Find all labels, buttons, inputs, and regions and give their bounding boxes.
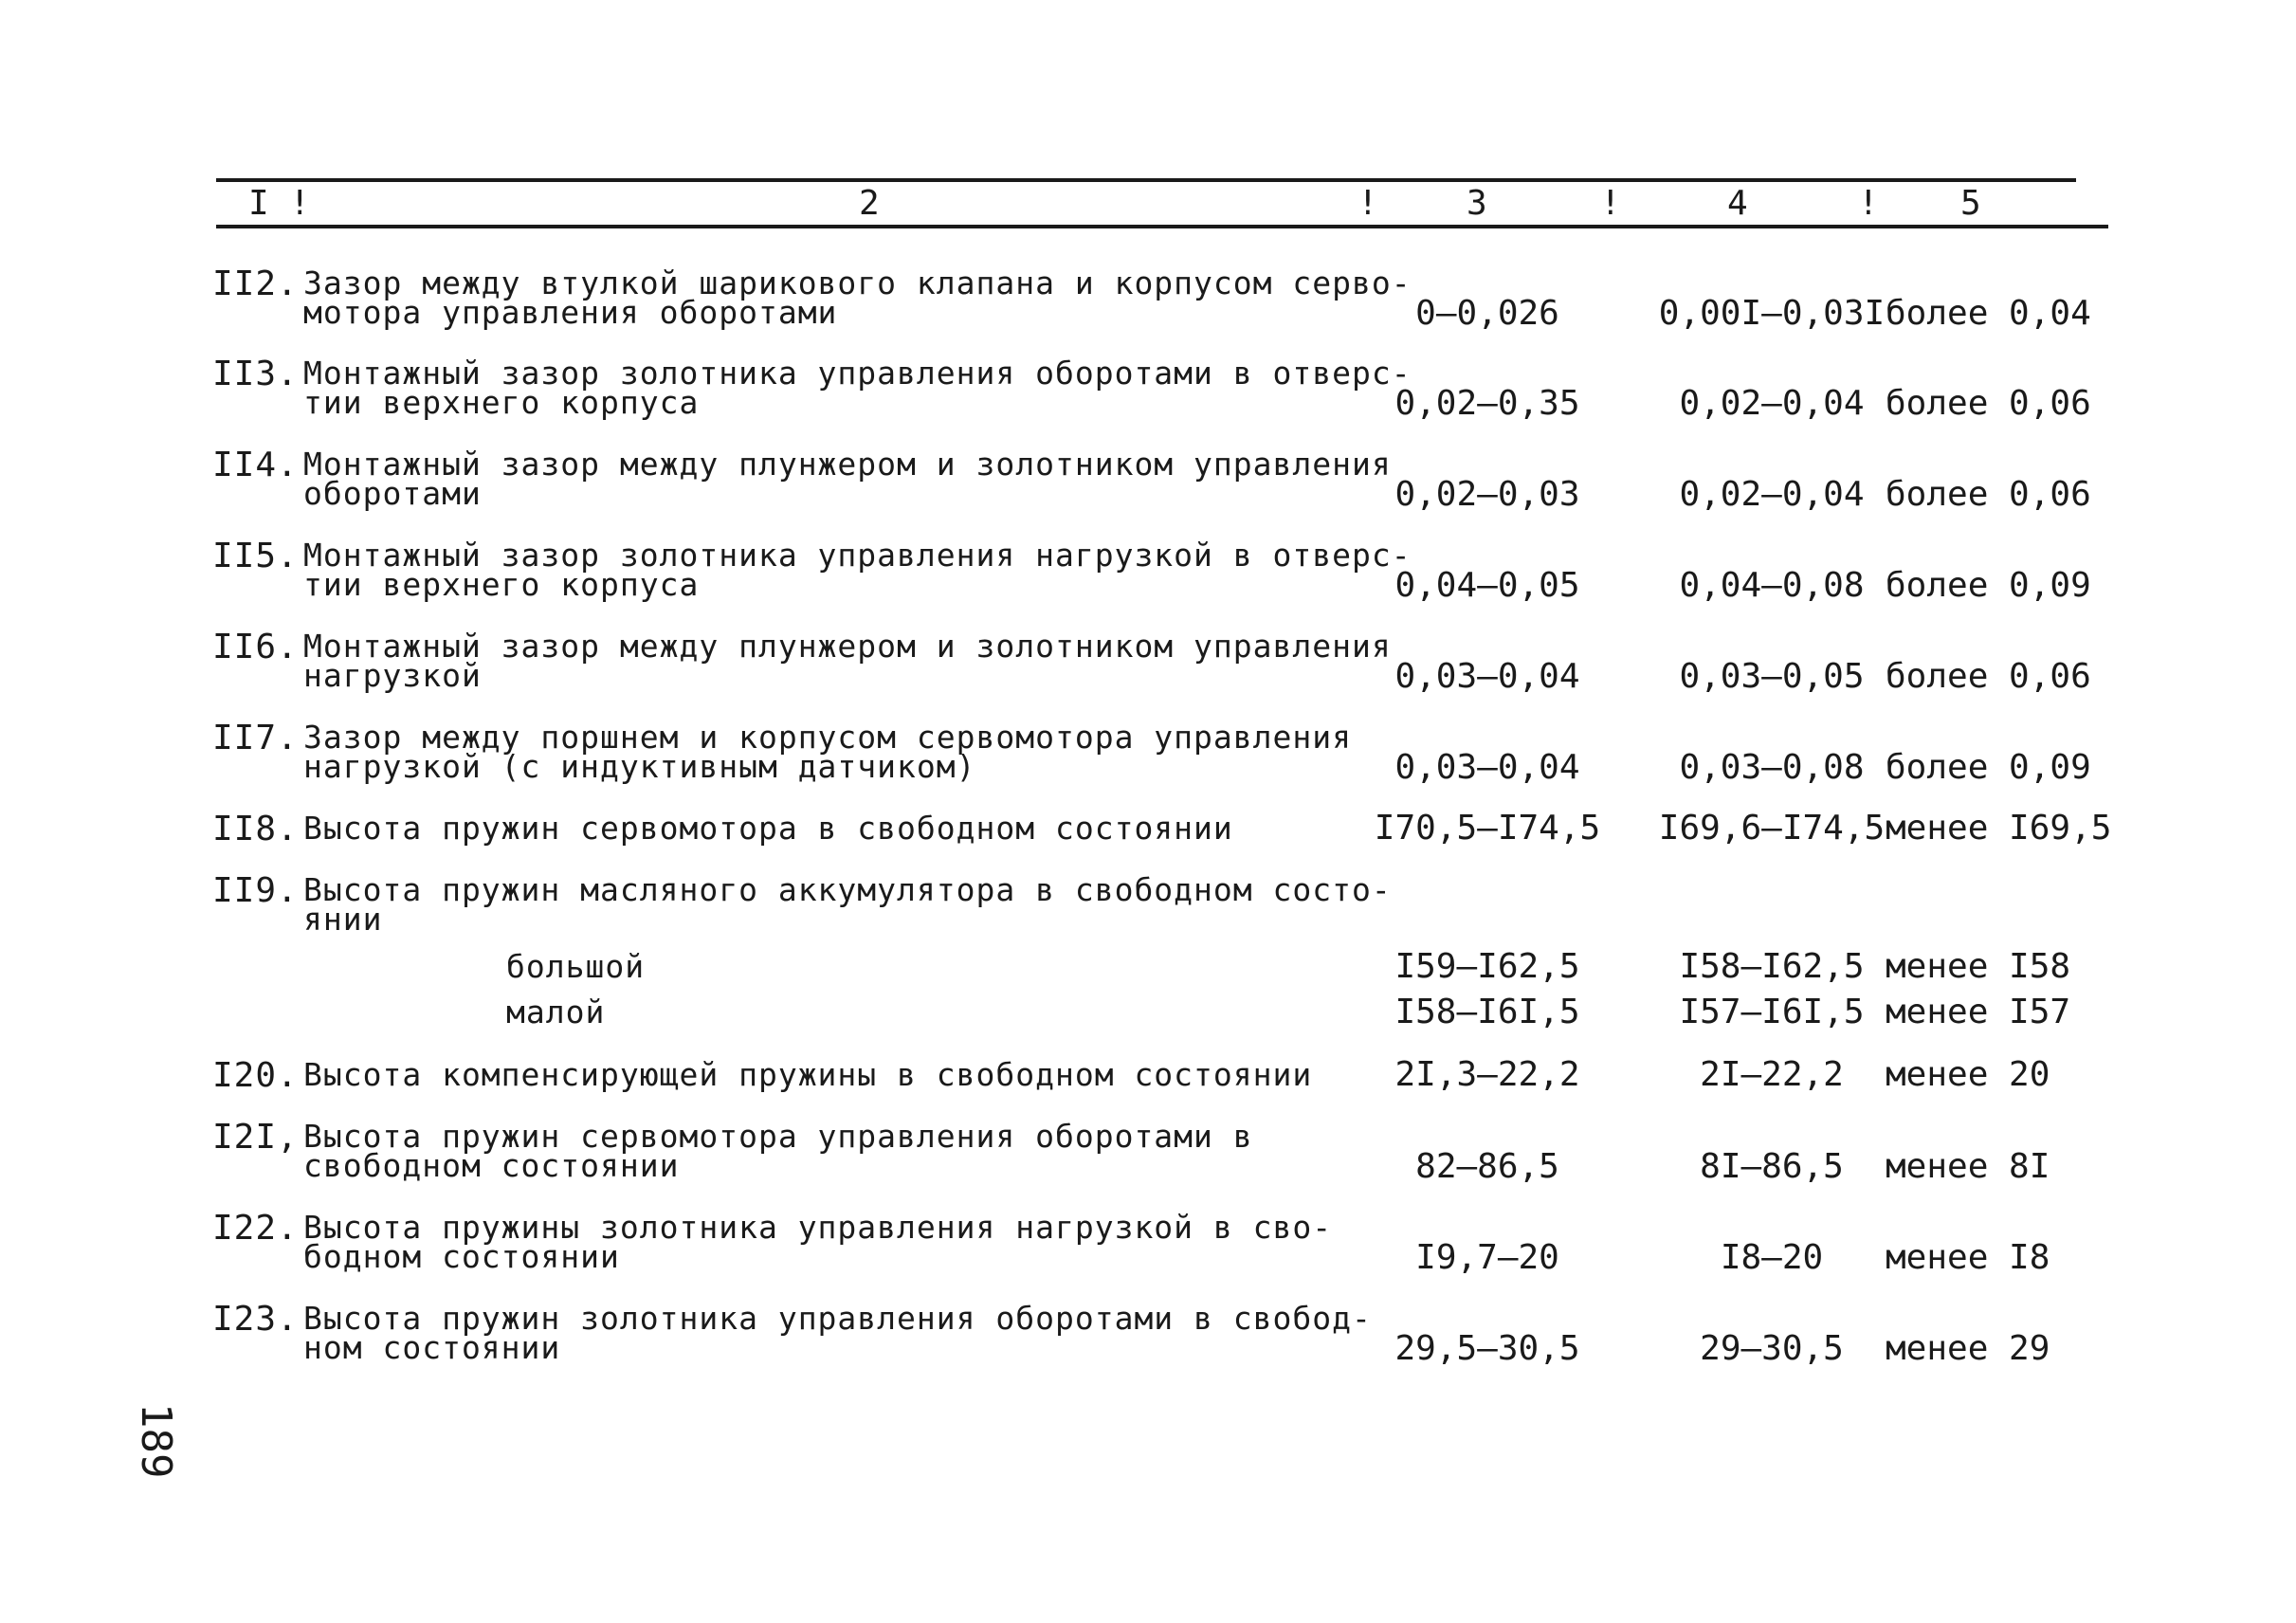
value-col-5: менее 29 xyxy=(1886,1329,2050,1368)
header-col-1: I ! xyxy=(248,184,311,223)
value-col-3: I59–I62,5 xyxy=(1394,947,1580,986)
value-col-5: более 0,09 xyxy=(1886,748,2091,787)
header-separator-2: ! xyxy=(1600,184,1621,223)
value-col-4: 0,00I–0,03I xyxy=(1658,294,1886,333)
value-col-5: более 0,06 xyxy=(1886,657,2091,696)
page-number: 189 xyxy=(132,1403,180,1479)
value-col-3: I9,7–20 xyxy=(1415,1238,1559,1277)
value-col-3: 0,02–0,35 xyxy=(1394,384,1580,423)
value-col-3: 0,02–0,03 xyxy=(1394,475,1580,514)
row-number: I23. xyxy=(212,1300,299,1339)
value-col-5: более 0,04 xyxy=(1886,294,2091,333)
value-col-5: менее I57 xyxy=(1886,993,2071,1031)
value-col-4: I69,6–I74,5 xyxy=(1658,809,1886,848)
row-description: Высота пружин сервомотора в свободном состоянии xyxy=(303,810,1233,847)
row-description: Высота пружин сервомотора управления оборотами в свободном состоянии xyxy=(303,1118,1253,1184)
row-number: I20. xyxy=(212,1056,299,1095)
value-col-5: более 0,09 xyxy=(1886,566,2091,605)
value-col-5: менее 20 xyxy=(1886,1055,2050,1094)
value-col-4: I8–20 xyxy=(1720,1238,1824,1277)
value-col-3: 29,5–30,5 xyxy=(1394,1329,1580,1368)
row-description: Высота пружины золотника управления нагрузкой в сво- бодном состоянии xyxy=(303,1209,1333,1275)
value-col-3: I58–I6I,5 xyxy=(1394,993,1580,1031)
value-col-5: менее I69,5 xyxy=(1886,809,2112,848)
row-number: II6. xyxy=(212,628,299,666)
value-col-4: I57–I6I,5 xyxy=(1679,993,1865,1031)
value-col-4: 0,04–0,08 xyxy=(1679,566,1865,605)
row-number: II3. xyxy=(212,355,299,393)
value-col-4: 0,03–0,08 xyxy=(1679,748,1865,787)
row-description: Высота компенсирующей пружины в свободном состоянии xyxy=(303,1056,1313,1093)
value-col-4: I58–I62,5 xyxy=(1679,947,1865,986)
row-description: Зазор между поршнем и корпусом сервомотора управления нагрузкой (с индуктивным датчиком) xyxy=(303,719,1352,785)
value-col-4: 0,03–0,05 xyxy=(1679,657,1865,696)
value-col-3: 2I,3–22,2 xyxy=(1394,1055,1580,1094)
row-number: II2. xyxy=(212,264,299,303)
value-col-4: 2I–22,2 xyxy=(1700,1055,1844,1094)
value-col-3: 82–86,5 xyxy=(1415,1147,1559,1186)
row-number: I2I, xyxy=(212,1118,299,1157)
value-col-5: менее 8I xyxy=(1886,1147,2050,1186)
value-col-5: менее I8 xyxy=(1886,1238,2050,1277)
row-number: II5. xyxy=(212,537,299,575)
value-col-4: 0,02–0,04 xyxy=(1679,475,1865,514)
header-col-4: 4 xyxy=(1727,184,1748,223)
value-col-3: I70,5–I74,5 xyxy=(1374,809,1601,848)
header-col-2: 2 xyxy=(859,184,880,223)
row-number: I22. xyxy=(212,1209,299,1248)
value-col-3: 0,04–0,05 xyxy=(1394,566,1580,605)
header-separator-1: ! xyxy=(1358,184,1378,223)
value-col-3: 0,03–0,04 xyxy=(1394,748,1580,787)
row-number: II4. xyxy=(212,446,299,484)
value-col-4: 8I–86,5 xyxy=(1700,1147,1844,1186)
header-col-5: 5 xyxy=(1960,184,1981,223)
table-header-rule xyxy=(216,225,2108,228)
value-col-4: 0,02–0,04 xyxy=(1679,384,1865,423)
value-col-5: менее I58 xyxy=(1886,947,2071,986)
row-description: Монтажный зазор золотника управления оборотами в отверс- тии верхнего корпуса xyxy=(303,355,1412,421)
row-description: Монтажный зазор золотника управления нагрузкой в отверс- тии верхнего корпуса xyxy=(303,537,1412,603)
row-description: Высота пружин золотника управления оборотами в свобод- ном состоянии xyxy=(303,1300,1372,1366)
value-col-5: более 0,06 xyxy=(1886,384,2091,423)
value-col-3: 0,03–0,04 xyxy=(1394,657,1580,696)
subrow-label: малой xyxy=(506,994,606,1030)
row-number: II8. xyxy=(212,810,299,848)
table-top-rule xyxy=(216,178,2076,182)
row-number: II7. xyxy=(212,719,299,757)
value-col-5: более 0,06 xyxy=(1886,475,2091,514)
row-description: Высота пружин масляного аккумулятора в свободном состо- янии xyxy=(303,871,1392,938)
value-col-3: 0–0,026 xyxy=(1415,294,1559,333)
header-col-3: 3 xyxy=(1467,184,1487,223)
row-description: Монтажный зазор между плунжером и золотником управления оборотами xyxy=(303,446,1392,512)
row-description: Зазор между втулкой шарикового клапана и корпусом серво- мотора управления оборотами xyxy=(303,264,1412,331)
subrow-label: большой xyxy=(506,948,646,985)
row-description: Монтажный зазор между плунжером и золотником управления нагрузкой xyxy=(303,628,1392,694)
value-col-4: 29–30,5 xyxy=(1700,1329,1844,1368)
row-number: II9. xyxy=(212,871,299,910)
header-separator-3: ! xyxy=(1858,184,1879,223)
